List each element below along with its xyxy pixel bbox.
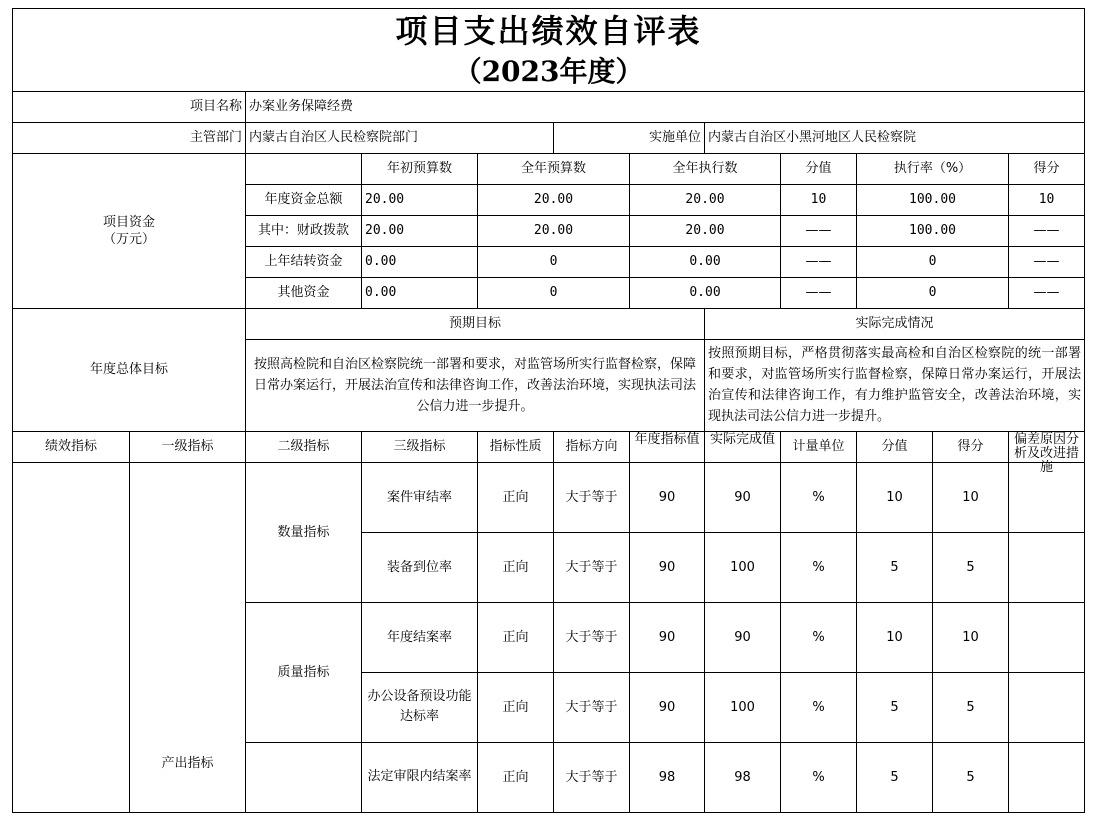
funds-row-name: 其他资金 bbox=[246, 277, 362, 308]
funds-row-score: 10 bbox=[1009, 184, 1085, 215]
funds-row-score: —— bbox=[1009, 215, 1085, 246]
funds-row-rate: 100.00 bbox=[857, 215, 1009, 246]
page-title: 项目支出绩效自评表 bbox=[395, 11, 702, 50]
ind-level1: 产出指标 bbox=[130, 462, 246, 812]
indicator-header-row bbox=[13, 431, 1085, 462]
project-name-value: 办案业务保障经费 bbox=[246, 91, 1085, 122]
funds-row-score-value: 10 bbox=[781, 184, 857, 215]
ind-score: 10 bbox=[933, 462, 1009, 532]
ind-direction: 大于等于 bbox=[554, 672, 630, 742]
ind-header-level1: 一级指标 bbox=[130, 431, 246, 462]
ind-unit: % bbox=[781, 532, 857, 602]
funds-row-annual: 20.00 bbox=[478, 184, 630, 215]
funds-header-blank bbox=[246, 153, 362, 184]
ind-nature: 正向 bbox=[478, 742, 554, 812]
impl-label: 实施单位 bbox=[554, 122, 705, 153]
ind-score: 5 bbox=[933, 672, 1009, 742]
funds-row-score-value: —— bbox=[781, 246, 857, 277]
funds-row-executed: 20.00 bbox=[630, 215, 781, 246]
dept-label: 主管部门 bbox=[13, 122, 246, 153]
funds-row-score: —— bbox=[1009, 246, 1085, 277]
funds-header-rate: 执行率（%） bbox=[857, 153, 1009, 184]
ind-direction: 大于等于 bbox=[554, 742, 630, 812]
ind-header-score-value: 分值 bbox=[857, 431, 933, 462]
title-cell bbox=[13, 9, 1085, 53]
funds-row-name: 其中：财政拨款 bbox=[246, 215, 362, 246]
funds-row-score-value: —— bbox=[781, 277, 857, 308]
funds-row-rate: 0 bbox=[857, 246, 1009, 277]
ind-target: 90 bbox=[630, 602, 705, 672]
ind-header-target bbox=[630, 431, 705, 462]
ind-perf-cell bbox=[13, 462, 130, 812]
funds-row-name: 上年结转资金 bbox=[246, 246, 362, 277]
ind-score: 5 bbox=[933, 742, 1009, 812]
ind-score-value: 5 bbox=[857, 532, 933, 602]
goals-actual-header: 实际完成情况 bbox=[705, 308, 1085, 339]
ind-nature: 正向 bbox=[478, 462, 554, 532]
ind-direction: 大于等于 bbox=[554, 532, 630, 602]
funds-row-executed: 20.00 bbox=[630, 184, 781, 215]
evaluation-sheet bbox=[12, 8, 1084, 793]
dept-value: 内蒙古自治区人民检察院部门 bbox=[246, 122, 554, 153]
ind-level3: 案件审结率 bbox=[362, 462, 478, 532]
funds-row-executed: 0.00 bbox=[630, 246, 781, 277]
funds-row-rate: 0 bbox=[857, 277, 1009, 308]
ind-header-nature: 指标性质 bbox=[478, 431, 554, 462]
ind-nature: 正向 bbox=[478, 672, 554, 742]
ind-unit: % bbox=[781, 602, 857, 672]
ind-header-unit: 计量单位 bbox=[781, 431, 857, 462]
indicator-row bbox=[13, 462, 1085, 532]
ind-score-value: 10 bbox=[857, 602, 933, 672]
ind-target: 98 bbox=[630, 742, 705, 812]
ind-score: 5 bbox=[933, 532, 1009, 602]
ind-header-deviation-text: 偏差原因分析及改进措施 bbox=[1014, 431, 1080, 475]
funds-row-annual: 20.00 bbox=[478, 215, 630, 246]
ind-header-level2: 二级指标 bbox=[246, 431, 362, 462]
ind-score: 10 bbox=[933, 602, 1009, 672]
ind-unit: % bbox=[781, 742, 857, 812]
ind-target: 90 bbox=[630, 532, 705, 602]
ind-header-direction: 指标方向 bbox=[554, 431, 630, 462]
funds-row-name: 年度资金总额 bbox=[246, 184, 362, 215]
ind-header-actual bbox=[705, 431, 781, 462]
ind-nature: 正向 bbox=[478, 602, 554, 672]
goals-actual-text: 按照预期目标，严格贯彻落实最高检和自治区检察院的统一部署和要求，对监管场所实行监督检察，保障日常办案运行，开展法治宣传和法律咨询工作，有力维护监管安全，改善法治环境，实现执法司法公信力进一步提升。 bbox=[705, 339, 1085, 431]
subtitle-cell bbox=[13, 53, 1085, 92]
goals-expected-header: 预期目标 bbox=[246, 308, 705, 339]
funds-label-line2: （万元） bbox=[102, 231, 155, 247]
funds-header-executed: 全年执行数 bbox=[630, 153, 781, 184]
funds-row-score: —— bbox=[1009, 277, 1085, 308]
ind-actual: 90 bbox=[705, 462, 781, 532]
ind-score-value: 5 bbox=[857, 742, 933, 812]
ind-level2-quality: 质量指标 bbox=[246, 602, 362, 742]
ind-header-target-text: 年度指标值 bbox=[634, 431, 700, 447]
ind-deviation bbox=[1009, 742, 1085, 812]
ind-header-perf: 绩效指标 bbox=[13, 431, 130, 462]
funds-label-line1: 项目资金 bbox=[102, 214, 155, 230]
funds-row-executed: 0.00 bbox=[630, 277, 781, 308]
ind-actual: 100 bbox=[705, 532, 781, 602]
ind-actual: 90 bbox=[705, 602, 781, 672]
ind-header-actual-text: 实际完成值 bbox=[709, 431, 775, 447]
ind-header-deviation bbox=[1009, 431, 1085, 475]
funds-row-annual: 0 bbox=[478, 246, 630, 277]
ind-score-value: 5 bbox=[857, 672, 933, 742]
ind-level3: 年度结案率 bbox=[362, 602, 478, 672]
ind-target: 90 bbox=[630, 672, 705, 742]
goals-expected-text: 按照高检院和自治区检察院统一部署和要求，对监管场所实行监督检察，保障日常办案运行，开展法治宣传和法律咨询工作，改善法治环境，实现执法司法公信力进一步提升。 bbox=[246, 339, 705, 431]
funds-header-annual: 全年预算数 bbox=[478, 153, 630, 184]
ind-nature: 正向 bbox=[478, 532, 554, 602]
ind-level2-blank bbox=[246, 742, 362, 812]
funds-row-initial: 0.00 bbox=[362, 246, 478, 277]
funds-row-rate: 100.00 bbox=[857, 184, 1009, 215]
goals-label: 年度总体目标 bbox=[13, 308, 246, 431]
funds-row-initial: 0.00 bbox=[362, 277, 478, 308]
funds-row-initial: 20.00 bbox=[362, 215, 478, 246]
ind-direction: 大于等于 bbox=[554, 462, 630, 532]
ind-level3: 装备到位率 bbox=[362, 532, 478, 602]
ind-unit: % bbox=[781, 462, 857, 532]
ind-header-level3: 三级指标 bbox=[362, 431, 478, 462]
ind-direction: 大于等于 bbox=[554, 602, 630, 672]
funds-label bbox=[13, 153, 246, 308]
funds-header-initial: 年初预算数 bbox=[362, 153, 478, 184]
funds-header-score-value: 分值 bbox=[781, 153, 857, 184]
funds-header-score: 得分 bbox=[1009, 153, 1085, 184]
ind-deviation bbox=[1009, 602, 1085, 672]
impl-value: 内蒙古自治区小黑河地区人民检察院 bbox=[705, 122, 1085, 153]
ind-level3: 办公设备预设功能达标率 bbox=[362, 672, 478, 742]
project-name-label: 项目名称 bbox=[13, 91, 246, 122]
evaluation-table bbox=[12, 8, 1085, 813]
ind-header-score: 得分 bbox=[933, 431, 1009, 462]
funds-row-score-value: —— bbox=[781, 215, 857, 246]
ind-deviation bbox=[1009, 532, 1085, 602]
funds-row-annual: 0 bbox=[478, 277, 630, 308]
page-subtitle: （2023年度） bbox=[453, 54, 644, 88]
ind-score-value: 10 bbox=[857, 462, 933, 532]
ind-unit: % bbox=[781, 672, 857, 742]
ind-level2-quantity: 数量指标 bbox=[246, 462, 362, 602]
ind-target: 90 bbox=[630, 462, 705, 532]
funds-row-initial: 20.00 bbox=[362, 184, 478, 215]
ind-deviation bbox=[1009, 672, 1085, 742]
ind-actual: 98 bbox=[705, 742, 781, 812]
ind-level3: 法定审限内结案率 bbox=[362, 742, 478, 812]
ind-actual: 100 bbox=[705, 672, 781, 742]
